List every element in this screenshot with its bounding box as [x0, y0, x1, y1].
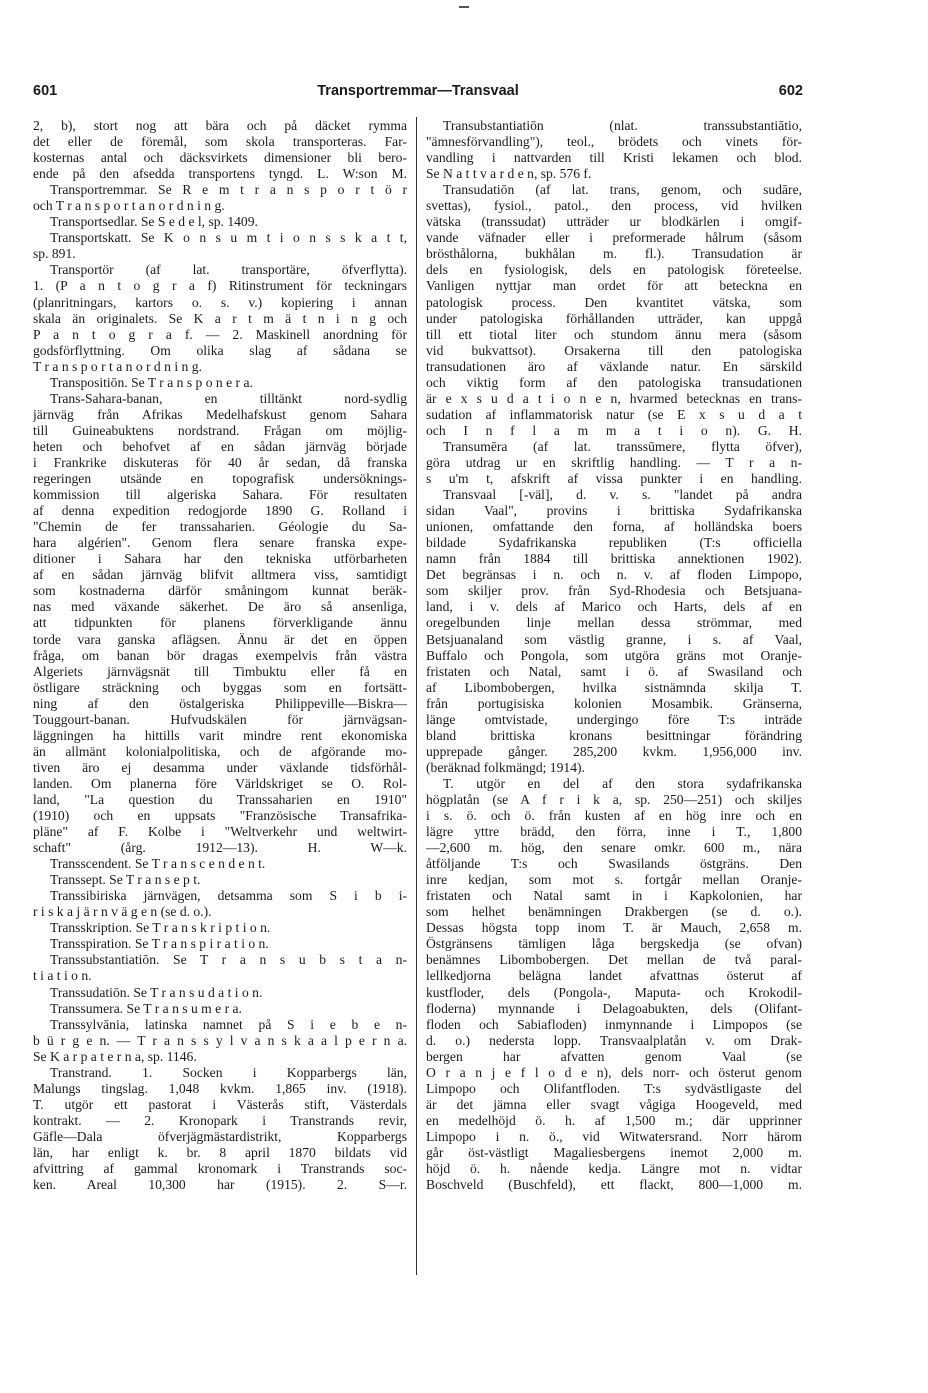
text-line: kontrakt. — 2. Kronopark i Transtrands revir, — [33, 1112, 407, 1128]
text-line: "ämnesförvandling"), teol., brödets och vinets för- — [426, 134, 802, 150]
text-line: att tidpunkten för planens förverkligande ännu — [33, 615, 407, 631]
text-line: vandling i nattvarden till Kristi lekamen och blod. — [426, 150, 802, 166]
text-line: T. utgör ett pastorat i Västerås stift, Västerdals — [33, 1096, 407, 1112]
text-line: Transportskatt. Se K o n s u m t i o n s s k a t t, — [50, 230, 407, 246]
text-line: Malungs tingslag. 1,048 kvkm. 1,865 inv. (1918). — [33, 1080, 407, 1096]
text-line: ende på den afsedda transportens tyngd. L. W:son M. — [33, 166, 407, 182]
right-column — [426, 118, 802, 1193]
right-page-number: 602 — [778, 83, 803, 99]
text-line: Buffalo och Pongola, som utgöra gräns mot Oranje- — [426, 647, 802, 663]
text-line: Dessas högsta topp inom T. är Mauch, 2,658 m. — [426, 920, 802, 936]
text-line: bland brittiska kronans besittningar förändring — [426, 727, 802, 743]
text-line: kommission till algeriska Sahara. För resultaten — [33, 487, 407, 503]
text-line: vid bukvattsot). Orsakerna till den patologiska — [426, 342, 802, 358]
text-line: bergen har afvatten genom Vaal (se — [426, 1048, 802, 1064]
text-line: höjd ö. h. nående kedja. Längre mot n. vidtar — [426, 1161, 802, 1177]
text-line: som helhet benämningen Drakbergen (se d. o.). — [426, 904, 802, 920]
text-line: (planritningars, kartors o. s. v.) kopiering i annan — [33, 294, 407, 310]
text-line: Gäfle—Dala öfverjägmästardistrikt, Kopparbergs — [33, 1128, 407, 1144]
text-line: ditioner i Sahara har den tekniska utförbarheten — [33, 551, 407, 567]
text-line: Transpositiōn. Se T r a n s p o n e r a. — [50, 374, 253, 390]
text-line: land, "La question du Transsaharien en 1910" — [33, 791, 407, 807]
text-line: går öst-västligt Magaliesbergens inemot 2,000 m. — [426, 1145, 802, 1160]
text-line: af denna expedition redogjorde 1890 G. Rolland i — [33, 503, 407, 519]
text-line: heten och behofvet af en sådan järnväg började — [33, 438, 407, 454]
text-line: Transudatiōn (af lat. trans, genom, och sudāre, — [443, 182, 802, 198]
text-line: som kostnaderna därför småningom kunnat beräk- — [33, 583, 407, 599]
text-line: oregelbunden linje mellan dessa strömmar, med — [426, 615, 802, 631]
text-line: än allmänt kolonialpolitiska, och de afgörande mo- — [33, 743, 407, 759]
text-line: län, har enligt k. br. 8 april 1870 bildats vid — [33, 1145, 407, 1160]
text-line: är e x s u d a t i o n e n, hvarmed betecknas en trans- — [426, 390, 802, 406]
text-line: Transskription. Se T r a n s k r i p t i o n. — [50, 920, 271, 936]
text-line: skala än originalets. Se K a r t m ä t n i n g och — [33, 310, 407, 326]
text-line: fristaten och Natal, samt i ö. af Swasiland och — [426, 663, 802, 679]
text-line: r i s k a j ä r n v ä g e n (se d. o.). — [33, 904, 212, 920]
text-line: Transportör (af lat. transportäre, öfverflytta). — [50, 262, 407, 278]
text-line: Betsjuanaland som västlig granne, i s. af Vaal, — [426, 631, 802, 647]
text-line: från portugisiska kolonien Mosambik. Gränserna, — [426, 695, 802, 711]
text-line: tiven äro ej desamma under växlande tidsförhål- — [33, 759, 407, 775]
text-line: benämnes Libombobergen. Det mellan de två paral- — [426, 952, 802, 968]
text-line: Touggourt-banan. Hufvudskälen för järnvägsan- — [33, 711, 407, 727]
text-line: Det begränsas i n. och n. v. af floden Limpopo, — [426, 567, 802, 583]
text-line: i Frankrike diskuteras för 40 år sedan, då franska — [33, 454, 407, 470]
text-line: vätska (transsudat) utträder ur blodkärlen i omgif- — [426, 214, 802, 230]
text-line: Transvaal [-väl], d. v. s. "landet på andra — [443, 487, 802, 503]
text-line: inre kedjan, som mot s. fortgår mellan Oranje- — [426, 872, 802, 888]
text-line: högplatån (se A f r i k a, sp. 250—251) och skiljes — [426, 791, 802, 807]
text-line: Transubstantiatiōn (nlat. transsubstantiātio, — [443, 118, 802, 133]
text-line: svettas), fysiol., patol., den process, vid hvilken — [426, 198, 802, 214]
text-line: och T r a n s p o r t a n o r d n i n g. — [33, 198, 225, 214]
text-line: landen. Om planerna före Världskriget se O. Rol- — [33, 775, 407, 791]
text-line: Transsibiriska järnvägen, detsamma som S i b i- — [50, 888, 407, 904]
text-line: järnväg från Afrikas Medelhafskust genom Sahara — [33, 406, 407, 422]
text-line: ning af den östalgeriska Philippeville—Biskra— — [33, 695, 407, 711]
text-line: Östgränsens tämligen låga bergskedja (se ofvan) — [426, 936, 802, 952]
text-line: Limpopo och Olifantfloden. T:s sydvästligaste del — [426, 1080, 802, 1096]
text-line: det eller de föremål, som skola transporteras. Far- — [33, 134, 407, 150]
text-line: lägre yttre brädd, den förra, inne i T., 1,800 — [426, 824, 802, 840]
text-line: och viktig form af den patologiska transudationen — [426, 374, 802, 390]
text-line: brösthålorna, bukhålan m. fl.). Transudation är — [426, 246, 802, 262]
text-line: floderna) mynnande i Delagoabukten, dels (Olifant- — [426, 1000, 802, 1016]
text-line: af en sådan järnväg blifvit alltmera viss, samtidigt — [33, 567, 407, 583]
text-line: fristaten och Natal samt in i Kapkolonien, har — [426, 888, 802, 904]
text-line: läggningen ha hittills varit mindre rent ekonomiska — [33, 727, 407, 743]
text-line: patologisk process. Den kvantitet vätska, som — [426, 294, 802, 310]
running-title: Transportremmar—Transvaal — [317, 83, 519, 99]
text-line: vande väfnader eller i preformerade hålrum (såsom — [426, 230, 802, 246]
text-line: Transscendent. Se T r a n s c e n d e n t. — [50, 856, 266, 872]
text-line: b ü r g e n. — T r a n s s y l v a n s k a a l p e r n a. — [33, 1032, 407, 1048]
text-line: ken. Areal 10,300 har (1915). 2. S—r. — [33, 1177, 407, 1193]
text-line: 1. (P a n t o g r a f) Ritinstrument för teckningars — [33, 278, 407, 294]
left-column — [33, 118, 407, 1193]
text-line: kosternas antal och däcksvirkets dimensioner bli bero- — [33, 150, 407, 166]
text-line: land, i v. dels af Marico och Harts, dels af en — [426, 599, 802, 615]
text-line: Transsubstantiatiōn. Se T r a n s u b s t a n- — [50, 952, 407, 968]
text-line: sudation af inflammatorisk natur (se E x s u d a t — [426, 406, 802, 422]
text-line: Se N a t t v a r d e n, sp. 576 f. — [426, 166, 592, 182]
text-line: O r a n j e f l o d e n), dels norr- och österut genom — [426, 1064, 802, 1080]
text-line: pläne" af F. Kolbe i "Weltverkehr und weltwirt- — [33, 824, 407, 840]
text-line: till Guineabuktens nordstrand. Frågan om möjlig- — [33, 422, 407, 438]
text-line: bildade Sydafrikanska republiken (T:s officiella — [426, 535, 802, 551]
text-line: Transportremmar. Se R e m t r a n s p o r t ö r — [50, 182, 407, 198]
text-line: en medelhöjd ö. h. af 1,500 m.; där upprinner — [426, 1112, 802, 1128]
text-line: Trans-Sahara-banan, en tilltänkt nord-sydlig — [50, 390, 407, 406]
text-line: dels en fysiologisk, dels en patologisk företeelse. — [426, 262, 802, 278]
text-line: t i a t i o n. — [33, 968, 92, 984]
text-line: "Chemin de fer transsaharien. Géologie du Sa- — [33, 519, 407, 535]
text-line: är det jämna eller svagt vågiga Hoogeveld, med — [426, 1096, 802, 1112]
text-line: unionen, omfattande den forna, af holländska boers — [426, 519, 802, 535]
text-line: —2,600 m. hög, den senare omkr. 600 m., nära — [426, 840, 802, 856]
text-line: 2, b), stort nog att bära och på däcket rymma — [33, 118, 407, 133]
text-line: till ett tiotal liter och stundom ännu mera (såsom — [426, 326, 802, 342]
text-line: s u'm t, afskrift af vissa punkter i en handling. — [426, 471, 802, 487]
text-line: östligare sträckning och byggas som en fortsätt- — [33, 679, 407, 695]
top-dash-mark — [459, 6, 469, 8]
text-line: Transtrand. 1. Socken i Kopparbergs län, — [50, 1064, 407, 1080]
text-line: Transsept. Se T r a n s e p t. — [50, 872, 201, 888]
text-line: Transspiration. Se T r a n s p i r a t i o n. — [50, 936, 269, 952]
text-line: P a n t o g r a f. — 2. Maskinell anordning för — [33, 326, 407, 342]
text-line: under patologiska förhållanden utträder, kan uppgå — [426, 310, 802, 326]
left-page-number: 601 — [33, 83, 58, 99]
text-line: namn från 1884 till brittiska annektionen 1902). — [426, 551, 802, 567]
column-divider — [416, 117, 417, 1275]
text-line: floden och Sabiafloden) inmynnande i Limpopos (se — [426, 1016, 802, 1032]
text-line: Boschveld (Buschfeld), ett flackt, 800—1,000 m. — [426, 1177, 802, 1193]
text-line: Transumēra (af lat. transsūmere, flytta öfver), — [443, 438, 802, 454]
text-line: som skiljer prov. från Syd-Rhodesia och Betsjuana- — [426, 583, 802, 599]
text-line: Transportsedlar. Se S e d e l, sp. 1409. — [50, 214, 258, 230]
text-line: af Libombobergen, hvilka sistnämnda skilja T. — [426, 679, 802, 695]
page-header — [33, 83, 803, 105]
text-line: Transsumera. Se T r a n s u m e r a. — [50, 1000, 242, 1016]
text-line: nas med växande säkerhet. De äro så ansenliga, — [33, 599, 407, 615]
text-line: torde vara ganska aflägsen. Ännu är det en öppen — [33, 631, 407, 647]
text-line: regeringen utsände en topografisk undersöknings- — [33, 471, 407, 487]
text-line: Transsylvānia, latinska namnet på S i e b e n- — [50, 1016, 407, 1032]
text-line: T r a n s p o r t a n o r d n i n g. — [33, 358, 202, 374]
text-line: Algeriets järnvägsnät till Timbuktu eller få en — [33, 663, 407, 679]
text-line: kustfloder, dels (Pongola-, Maputa- och Krokodil- — [426, 984, 802, 1000]
text-line: afvittring af gammal kronomark i Transtrands soc- — [33, 1161, 407, 1177]
text-line: Limpopo i n. ö., vid Witwatersrand. Norr härom — [426, 1128, 802, 1144]
text-line: T. utgör en del af den stora sydafrikanska — [443, 775, 802, 791]
text-line: (beräknad folkmängd; 1914). — [426, 759, 585, 775]
text-line: transudationen äro af växlande natur. En särskild — [426, 358, 802, 374]
text-line: sidan Vaal", provins i brittiska Sydafrikanska — [426, 503, 802, 519]
text-line: lellkedjorna belägna landet afvattnas österut af — [426, 968, 802, 984]
text-line: länge omtvistade, undergingo före T:s inträde — [426, 711, 802, 727]
text-line: hara algérien". Genom flera senare franska expe- — [33, 535, 407, 551]
text-line: upprepade gånger. 285,200 kvkm. 1,956,000 inv. — [426, 743, 802, 759]
text-line: Vanligen nyttjar man ordet för att beteckna en — [426, 278, 802, 294]
text-line: (1910) och en uppsats "Französische Transafrika- — [33, 808, 407, 824]
text-line: Transsudatiōn. Se T r a n s u d a t i o n. — [50, 984, 263, 1000]
text-line: d. o.) nedersta lopp. Transvaalplatån v. om Drak- — [426, 1032, 802, 1048]
text-line: göra utdrag ur en skriftlig handling. — T r a n- — [426, 454, 802, 470]
text-line: och I n f l a m m a t i o n). G. H. — [426, 422, 802, 438]
text-line: Se K a r p a t e r n a, sp. 1146. — [33, 1048, 197, 1064]
text-line: i s. ö. och ö. från kusten af en hög inre och en — [426, 808, 802, 824]
text-line: schaft" (årg. 1912—13). H. W—k. — [33, 840, 407, 856]
text-line: fråga, om banan bör dragas exempelvis från västra — [33, 647, 407, 663]
text-line: åtföljande T:s och Swasilands östgräns. Den — [426, 856, 802, 872]
text-line: sp. 891. — [33, 246, 76, 262]
text-line: godsförflyttning. Om olika slag af sådana se — [33, 342, 407, 358]
